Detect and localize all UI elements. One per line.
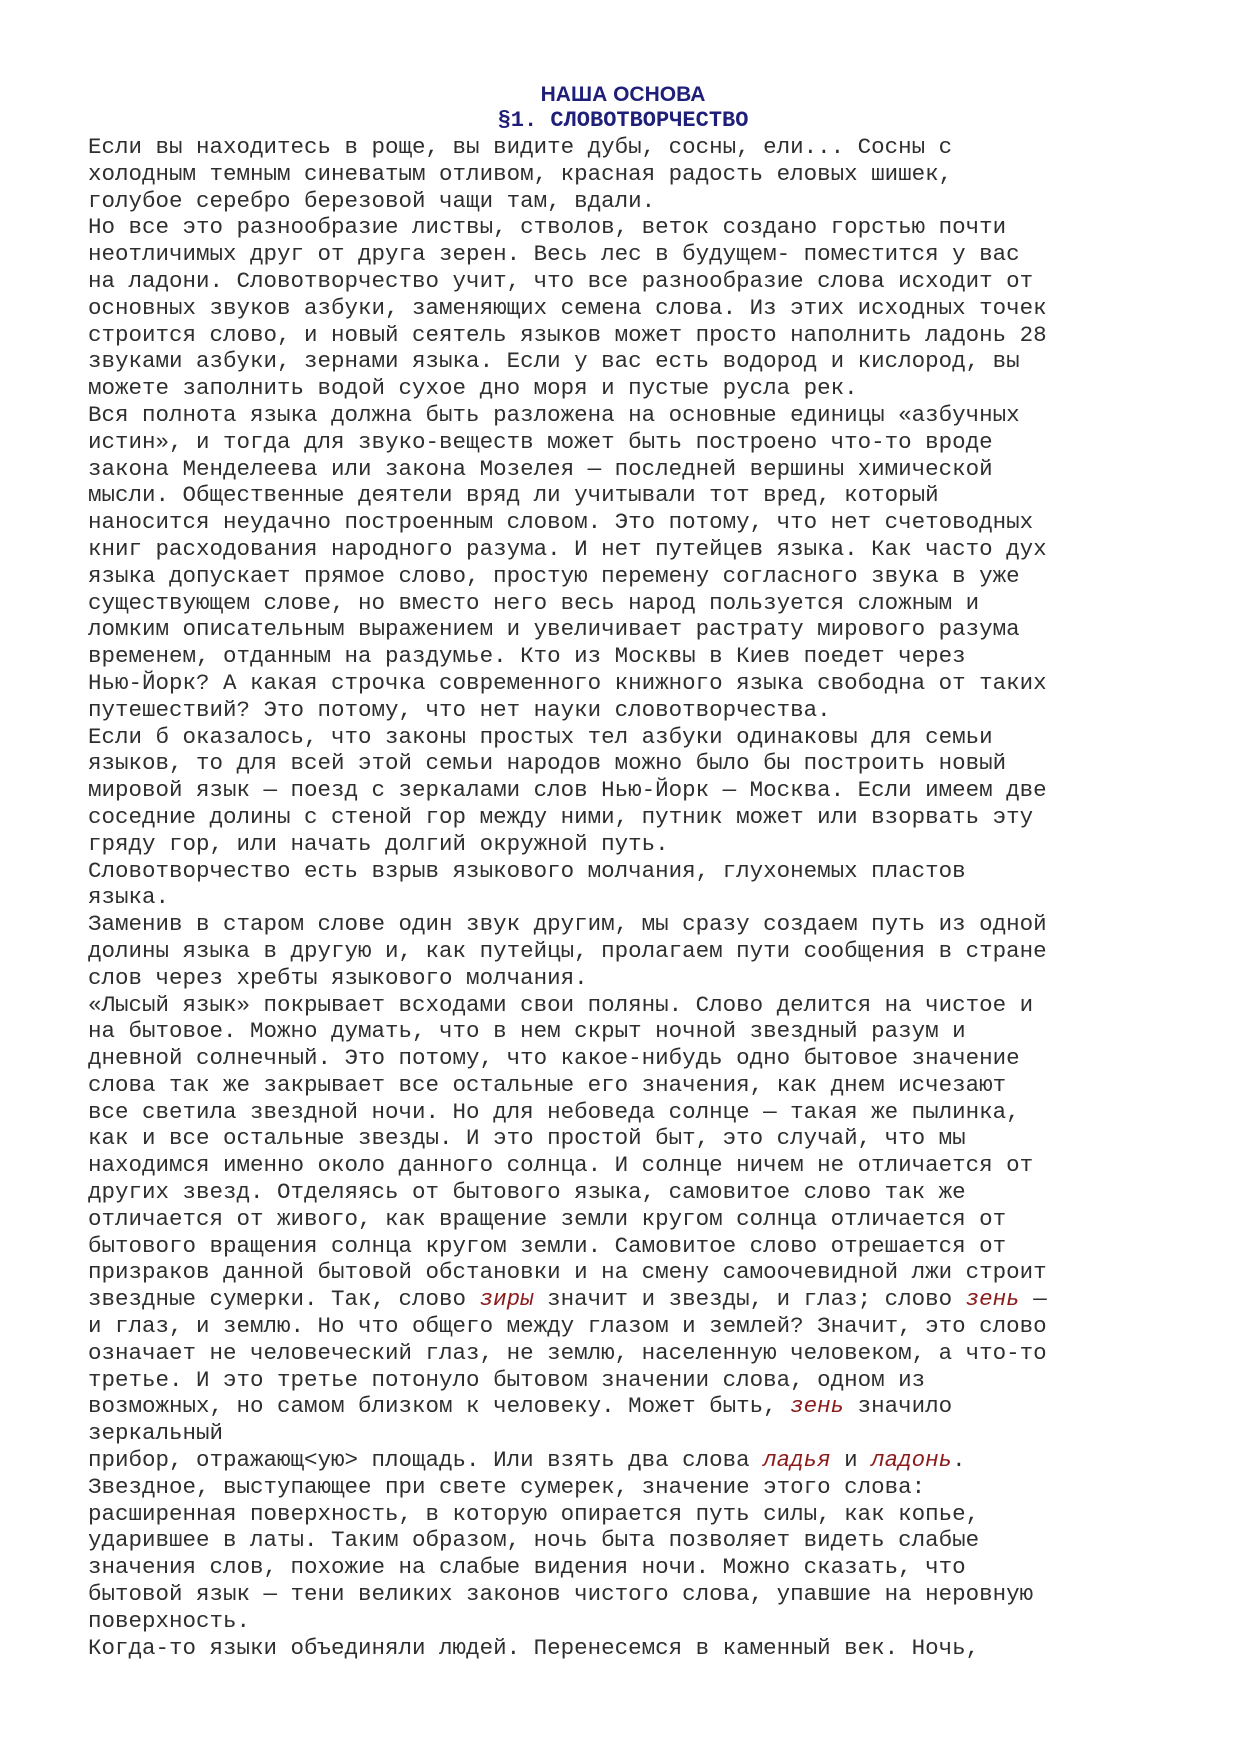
- text-segment: слова так же закрывает все остальные его значения, как днем исчезают: [88, 1071, 1007, 1098]
- text-segment: зеркальный: [88, 1420, 224, 1447]
- text-segment: поверхность.: [88, 1607, 251, 1634]
- text-line: [88, 616, 1198, 643]
- text-segment: языка.: [88, 884, 170, 911]
- text-segment: находимся именно около данного солнца. И солнце ничем не отличается от: [88, 1152, 1034, 1179]
- text-line: [88, 1179, 1198, 1206]
- text-segment: бытового вращения солнца кругом земли. Самовитое слово отрешается от: [88, 1232, 1007, 1259]
- text-segment: расширенная поверхность, в которую опирается путь силы, как копье,: [88, 1500, 980, 1527]
- text-segment: означает не человеческий глаз, не землю, населенную человеком, а что-то: [88, 1339, 1047, 1366]
- text-segment: и глаз, и землю. Но что общего между глазом и землей? Значит, это слово: [88, 1313, 1047, 1340]
- text-segment: Звездное, выступающее при свете сумерек, значение этого слова:: [88, 1473, 926, 1500]
- text-segment: долины языка в другую и, как путейцы, пролагаем пути сообщения в стране: [88, 937, 1047, 964]
- text-line: [88, 884, 1198, 911]
- text-line: [88, 429, 1198, 456]
- text-line: [88, 670, 1198, 697]
- text-segment: —: [1019, 1286, 1047, 1313]
- text-line: [88, 1635, 1198, 1662]
- text-segment: гряду гор, или начать долгий окружной путь.: [88, 830, 669, 857]
- text-line: [88, 322, 1198, 349]
- text-segment: языка допускает прямое слово, простую перемену согласного звука в уже: [88, 562, 1020, 589]
- text-segment: как и все остальные звезды. И это простой быт, это случай, что мы: [88, 1125, 966, 1152]
- text-segment: звуками азбуки, зернами языка. Если у вас есть водород и кислород, вы: [88, 348, 1020, 375]
- text-segment: мысли. Общественные деятели вряд ли учитывали тот вред, который: [88, 482, 939, 509]
- text-segment: третье. И это третье потонуло бытовом значении слова, одном из: [88, 1366, 926, 1393]
- text-line: [88, 402, 1198, 429]
- text-line: [88, 375, 1198, 402]
- text-segment: значения слов, похожие на слабые видения ночи. Можно сказать, что: [88, 1554, 966, 1581]
- emphasized-word: зень: [790, 1393, 845, 1420]
- text-line: [88, 724, 1198, 751]
- text-line: [88, 188, 1198, 215]
- text-segment: временем, отданным на раздумье. Кто из Москвы в Киев поедет через: [88, 643, 966, 670]
- text-segment: ломким описательным выражением и увеличивает растрату мирового разума: [88, 616, 1020, 643]
- text-segment: книг расходования народного разума. И нет путейцев языка. Как часто дух: [88, 535, 1047, 562]
- text-line: [88, 911, 1198, 938]
- text-line: [88, 697, 1198, 724]
- text-segment: языков, то для всей этой семьи народов можно было бы построить новый: [88, 750, 1007, 777]
- text-line: [88, 1420, 1198, 1447]
- text-line: [88, 1206, 1198, 1233]
- text-segment: дневной солнечный. Это потому, что какое-нибудь одно бытовое значение: [88, 1045, 1020, 1072]
- text-segment: истин», и тогда для звуко-веществ может быть построено что-то вроде: [88, 428, 993, 455]
- text-line: [88, 456, 1198, 483]
- text-segment: прибор, отражающ<ую> площадь. Или взять два слова: [88, 1447, 764, 1474]
- text-line: [88, 134, 1198, 161]
- text-segment: Когда-то языки объединяли людей. Перенесемся в каменный век. Ночь,: [88, 1634, 980, 1661]
- text-segment: голубое серебро березовой чащи там, вдали.: [88, 187, 656, 214]
- text-segment: основных звуков азбуки, заменяющих семена слова. Из этих исходных точек: [88, 294, 1047, 321]
- text-segment: звездные сумерки. Так, слово: [88, 1286, 480, 1313]
- text-segment: Если вы находитесь в роще, вы видите дубы, сосны, ели... Сосны с: [88, 134, 953, 160]
- text-line: [88, 1152, 1198, 1179]
- emphasized-word: ладонь: [871, 1447, 953, 1474]
- text-line: [88, 590, 1198, 617]
- text-segment: других звезд. Отделяясь от бытового языка, самовитое слово так же: [88, 1179, 966, 1206]
- text-line: [88, 1393, 1198, 1420]
- text-line: [88, 563, 1198, 590]
- text-segment: существующем слове, но вместо него весь народ пользуется сложным и: [88, 589, 980, 616]
- document-page: [88, 82, 1198, 1661]
- text-line: [88, 965, 1198, 992]
- text-line: [88, 268, 1198, 295]
- text-segment: значит и звезды, и глаз; слово: [533, 1286, 966, 1313]
- text-line: [88, 1233, 1198, 1260]
- text-segment: Словотворчество есть взрыв языкового молчания, глухонемых пластов: [88, 857, 966, 884]
- text-segment: «Лысый язык» покрывает всходами свои поляны. Слово делится на чистое и: [88, 991, 1034, 1018]
- text-segment: Заменив в старом слове один звук другим, мы сразу создаем путь из одной: [88, 911, 1047, 938]
- text-line: [88, 295, 1198, 322]
- text-segment: все светила звездной ночи. Но для небоведа солнце — такая же пылинка,: [88, 1098, 1020, 1125]
- text-line: [88, 536, 1198, 563]
- text-line: [88, 992, 1198, 1019]
- text-line: [88, 804, 1198, 831]
- text-segment: строится слово, и новый сеятель языков может просто наполнить ладонь 28: [88, 321, 1047, 348]
- text-line: [88, 1608, 1198, 1635]
- text-line: [88, 241, 1198, 268]
- text-segment: возможных, но самом близком к человеку. Может быть,: [88, 1393, 791, 1420]
- text-segment: закона Менделеева или закона Мозелея — последней вершины химической: [88, 455, 993, 482]
- text-line: [88, 831, 1198, 858]
- text-segment: Но все это разнообразие листвы, стволов, веток создано горстью почти: [88, 214, 1007, 241]
- text-segment: .: [952, 1447, 966, 1474]
- text-segment: Если б оказалось, что законы простых тел азбуки одинаковы для семьи: [88, 723, 993, 750]
- text-line: [88, 858, 1198, 885]
- text-segment: слов через хребты языкового молчания.: [88, 964, 588, 991]
- text-segment: можете заполнить водой сухое дно моря и пустые русла рек.: [88, 375, 858, 402]
- section-subtitle: §1. СЛОВОТВОРЧЕСТВО: [497, 108, 749, 133]
- text-segment: призраков данной бытовой обстановки и на смену самоочевидной лжи строит: [88, 1259, 1047, 1286]
- text-line: [88, 1447, 1198, 1474]
- text-line: [88, 1072, 1198, 1099]
- emphasized-word: зень: [965, 1286, 1020, 1313]
- text-segment: на бытовое. Можно думать, что в нем скрыт ночной звездный разум и: [88, 1018, 966, 1045]
- text-segment: отличается от живого, как вращение земли кругом солнца отличается от: [88, 1205, 1007, 1232]
- text-line: [88, 1527, 1198, 1554]
- text-segment: неотличимых друг от друга зерен. Весь лес в будущем- поместится у вас: [88, 241, 1020, 268]
- text-line: [88, 1340, 1198, 1367]
- text-line: [88, 348, 1198, 375]
- text-line: [88, 161, 1198, 188]
- text-segment: Нью-Йорк? А какая строчка современного книжного языка свободна от таких: [88, 669, 1047, 696]
- text-line: [88, 1286, 1198, 1313]
- text-line: [88, 1501, 1198, 1528]
- text-segment: Вся полнота языка должна быть разложена на основные единицы «азбучных: [88, 401, 1020, 428]
- text-line: [88, 1367, 1198, 1394]
- text-segment: и: [830, 1447, 872, 1474]
- text-line: [88, 1125, 1198, 1152]
- text-line: [88, 1313, 1198, 1340]
- text-line: [88, 777, 1198, 804]
- text-line: [88, 1581, 1198, 1608]
- section-title: НАША ОСНОВА: [540, 83, 706, 106]
- text-line: [88, 1018, 1198, 1045]
- text-line: [88, 509, 1198, 536]
- text-line: [88, 1474, 1198, 1501]
- text-segment: на ладони. Словотворчество учит, что все разнообразие слова исходит от: [88, 267, 1034, 294]
- text-line: [88, 1045, 1198, 1072]
- text-segment: холодным темным синеватым отливом, красная радость еловых шишек,: [88, 160, 953, 187]
- emphasized-word: зиры: [479, 1286, 534, 1313]
- text-segment: мировой язык — поезд с зеркалами слов Нью-Йорк — Москва. Если имеем две: [88, 777, 1047, 804]
- text-segment: значило: [844, 1393, 953, 1420]
- text-segment: бытовой язык — тени великих законов чистого слова, упавшие на неровную: [88, 1581, 1034, 1608]
- text-segment: наносится неудачно построенным словом. Это потому, что нет счетоводных: [88, 509, 1034, 536]
- text-segment: соседние долины с стеной гор между ними, путник может или взорвать эту: [88, 803, 1034, 830]
- emphasized-word: ладья: [763, 1447, 831, 1474]
- text-line: [88, 1554, 1198, 1581]
- text-line: [88, 1099, 1198, 1126]
- text-line: [88, 643, 1198, 670]
- text-segment: ударившее в латы. Таким образом, ночь быта позволяет видеть слабые: [88, 1527, 980, 1554]
- body-text: [88, 134, 1198, 1661]
- text-line: [88, 1259, 1198, 1286]
- text-segment: путешествий? Это потому, что нет науки словотворчества.: [88, 696, 831, 723]
- text-line: [88, 482, 1198, 509]
- text-line: [88, 750, 1198, 777]
- text-line: [88, 214, 1198, 241]
- text-line: [88, 938, 1198, 965]
